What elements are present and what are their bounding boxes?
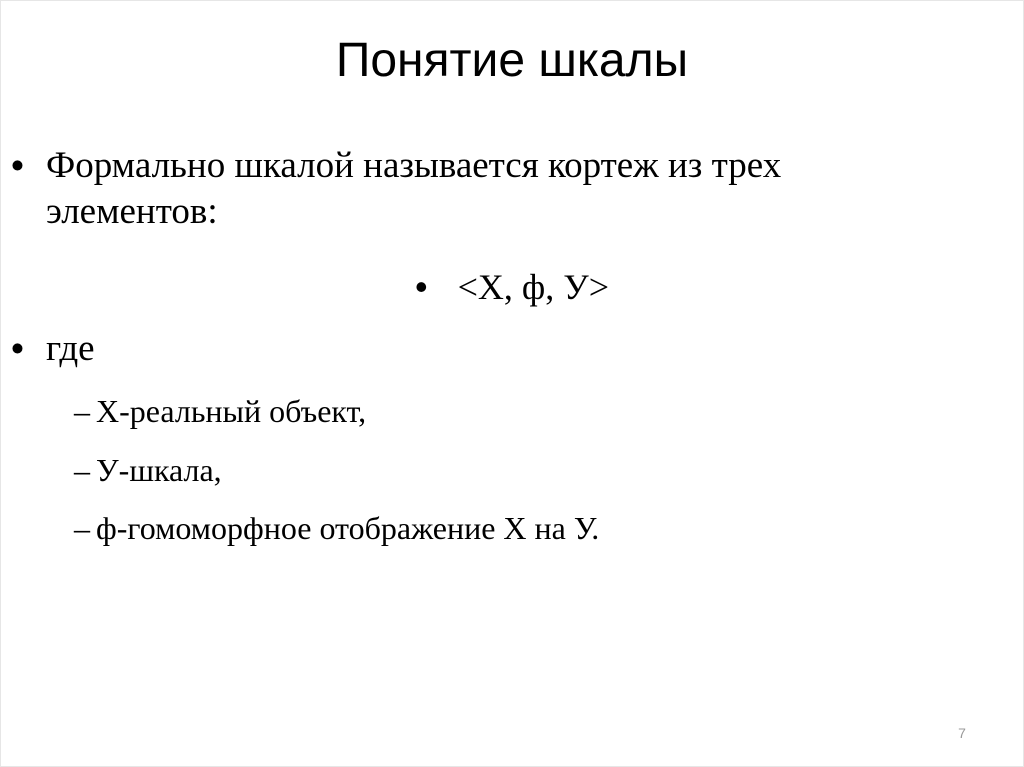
dash-marker: – bbox=[74, 393, 90, 429]
bullet-marker-glyph: • bbox=[11, 145, 24, 186]
tuple-text: <Х, ф, У> bbox=[457, 267, 610, 307]
sub-item-text: ф-гомоморфное отображение Х на У. bbox=[96, 510, 600, 546]
sub-item-text: У-шкала, bbox=[96, 452, 222, 488]
sub-item-text: Х-реальный объект, bbox=[96, 393, 367, 429]
bullet-definition bbox=[11, 143, 976, 235]
bullet-definition-line1: Формально шкалой называется кортеж из трех bbox=[46, 145, 782, 186]
sub-item-scale bbox=[74, 450, 976, 490]
bullet-marker-glyph: • bbox=[11, 328, 24, 369]
bullet-where bbox=[11, 326, 976, 372]
slide-title: Понятие шкалы bbox=[335, 34, 689, 87]
sub-item-mapping bbox=[74, 508, 976, 548]
bullet-tuple bbox=[1, 265, 1023, 309]
page-number: 7 bbox=[958, 725, 966, 741]
bullet-definition-line2: элементов: bbox=[46, 191, 218, 232]
bullet-where-text: где bbox=[46, 328, 95, 369]
dash-marker: – bbox=[74, 510, 90, 546]
bullet-marker: • bbox=[414, 266, 428, 307]
sub-item-object bbox=[74, 391, 976, 431]
dash-marker: – bbox=[74, 452, 90, 488]
